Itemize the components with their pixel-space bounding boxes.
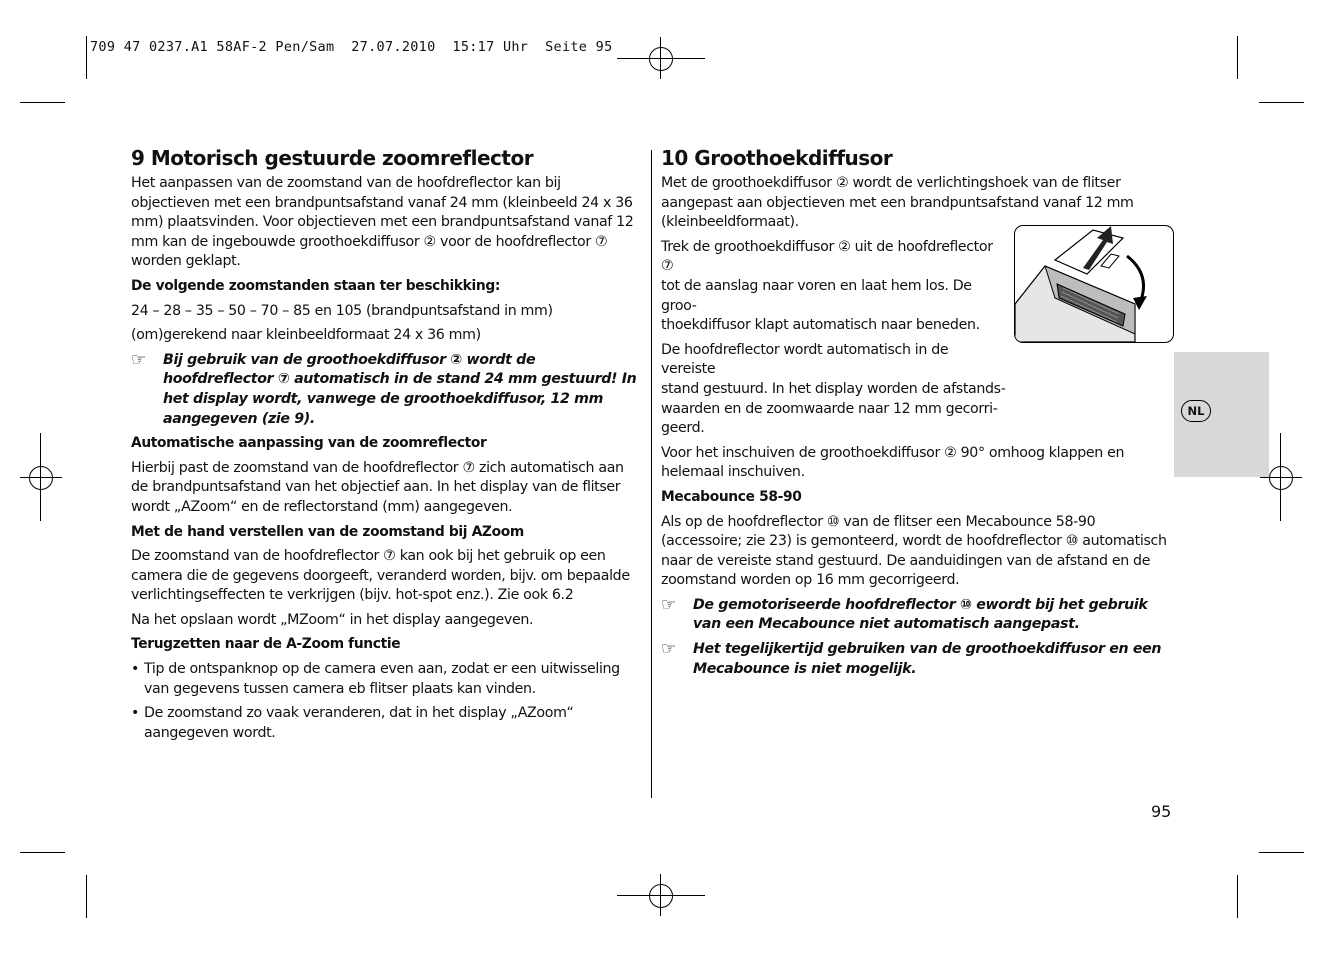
list-item: • Tip de ontspanknop op de camera even aan, zodat er een uitwisseling van gegevens tussen camera eb flitser plaats kan vinden. (131, 661, 620, 697)
paragraph: De hoofdreflector wordt automatisch in de vereiste stand gestuurd. In het display worden de afstands- waarden en de zoomwaarde naar 12 mm gecorri- geerd. (661, 341, 1006, 437)
language-badge: NL (1181, 400, 1211, 422)
list-item: • De zoomstand zo vaak veranderen, dat in het display „AZoom“ aangegeven wordt. (131, 705, 574, 741)
subheading: Terugzetten naar de A-Zoom functie (131, 636, 401, 653)
crop-mark (86, 36, 87, 79)
crop-mark (1237, 875, 1238, 918)
crop-mark (1237, 36, 1238, 79)
crop-mark (86, 875, 87, 918)
paragraph: Voor het inschuiven de groothoekdiffusor ② 90° omhoog klappen en helemaal inschuiven. (661, 444, 1125, 481)
paragraph: Als op de hoofdreflector ⑩ van de flitser een Mecabounce 58-90 (accessoire; zie 23) is gemonteerd, wordt de hoofdreflector ⑩ automatisch naar de vereiste stand gestuurd. De aanduidingen van de afstand en de zoomstand worden op 16 mm gecorrigeerd. (661, 513, 1167, 589)
zoom-values: 24 – 28 – 35 – 50 – 70 – 85 en 105 (brandpuntsafstand in mm) (131, 302, 553, 319)
crop-mark (20, 102, 65, 103)
diffuser-illustration (1014, 225, 1174, 343)
left-column (131, 146, 641, 748)
intro-paragraph: Met de groothoekdiffusor ② wordt de verlichtingshoek van de flitser aangepast aan objectieven met een brandpuntsafstand vanaf 12 mm (kleinbeeldformaat). (661, 175, 1134, 231)
subheading: De volgende zoomstanden staan ter beschikking: (131, 277, 501, 294)
zoom-values-note: (om)gerekend naar kleinbeeldformaat 24 x 36 mm) (131, 327, 481, 344)
column-divider (651, 150, 652, 798)
pointing-hand-icon: ☞ (661, 594, 676, 615)
pointing-hand-icon: ☞ (131, 349, 146, 370)
note-text: De gemotoriseerde hoofdreflector ⑩ ewordt bij het gebruik van een Mecabounce niet automatisch aangepast. (693, 596, 1148, 633)
paragraph: Na het opslaan wordt „MZoom“ in het display aangegeven. (131, 611, 534, 628)
paragraph: Hierbij past de zoomstand van de hoofdreflector ⑦ zich automatisch aan de brandpuntsafstand van het objectief aan. In het display van de flitser wordt „AZoom“ en de reflectorstand (mm) aangegeven. (131, 459, 624, 515)
pointing-hand-icon: ☞ (661, 639, 676, 660)
crop-mark (1259, 852, 1304, 853)
note (661, 640, 1169, 679)
note-text: Het tegelijkertijd gebruiken van de groothoekdiffusor en een Mecabounce is niet mogelijk. (693, 641, 1162, 677)
intro-paragraph: Het aanpassen van de zoomstand van de hoofdreflector kan bij objectieven met een brandpuntsafstand vanaf 24 mm (kleinbeeld 24 x 36 mm) plaatsvinden. Voor objectieven met een brandpuntsafstand vanaf 12 mm kan de ingebouwde groothoekdiffusor ② voor de hoofdreflector ⑦ worden geklapt. (131, 175, 634, 270)
subheading: Mecabounce 58-90 (661, 488, 802, 505)
page-number: 95 (1151, 802, 1172, 821)
subheading: Automatische aanpassing van de zoomreflector (131, 435, 487, 452)
paragraph: De zoomstand van de hoofdreflector ⑦ kan ook bij het gebruik op een camera die de gegevens doorgeeft, veranderd worden, bijv. om bepaalde verlichtingseffecten te verkrijgen (bijv. hot-spot enz.). Zie ook 6.2 (131, 548, 630, 604)
note-text: Bij gebruik van de groothoekdiffusor ② wordt de hoofdreflector ⑦ automatisch in de stand 24 mm gestuurd! In het display wordt, vanwege de groothoekdiffusor, 12 mm aangegeven (zie 9). (163, 351, 637, 427)
subheading: Met de hand verstellen van de zoomstand bij AZoom (131, 523, 524, 540)
note (661, 596, 1169, 635)
print-slug-header: 709 47 0237.A1 58AF-2 Pen/Sam 27.07.2010 15:17 Uhr Seite 95 (90, 39, 613, 55)
section-title: 9 Motorisch gestuurde zoomreflector (131, 146, 534, 170)
crop-mark (1259, 102, 1304, 103)
section-title: 10 Groothoekdiffusor (661, 146, 893, 170)
paragraph: Trek de groothoekdiffusor ② uit de hoofdreflector ⑦ tot de aanslag naar voren en laat hem los. De groo- thoekdiffusor klapt automatisch naar beneden. (661, 238, 993, 334)
note (131, 351, 641, 429)
crop-mark (20, 852, 65, 853)
